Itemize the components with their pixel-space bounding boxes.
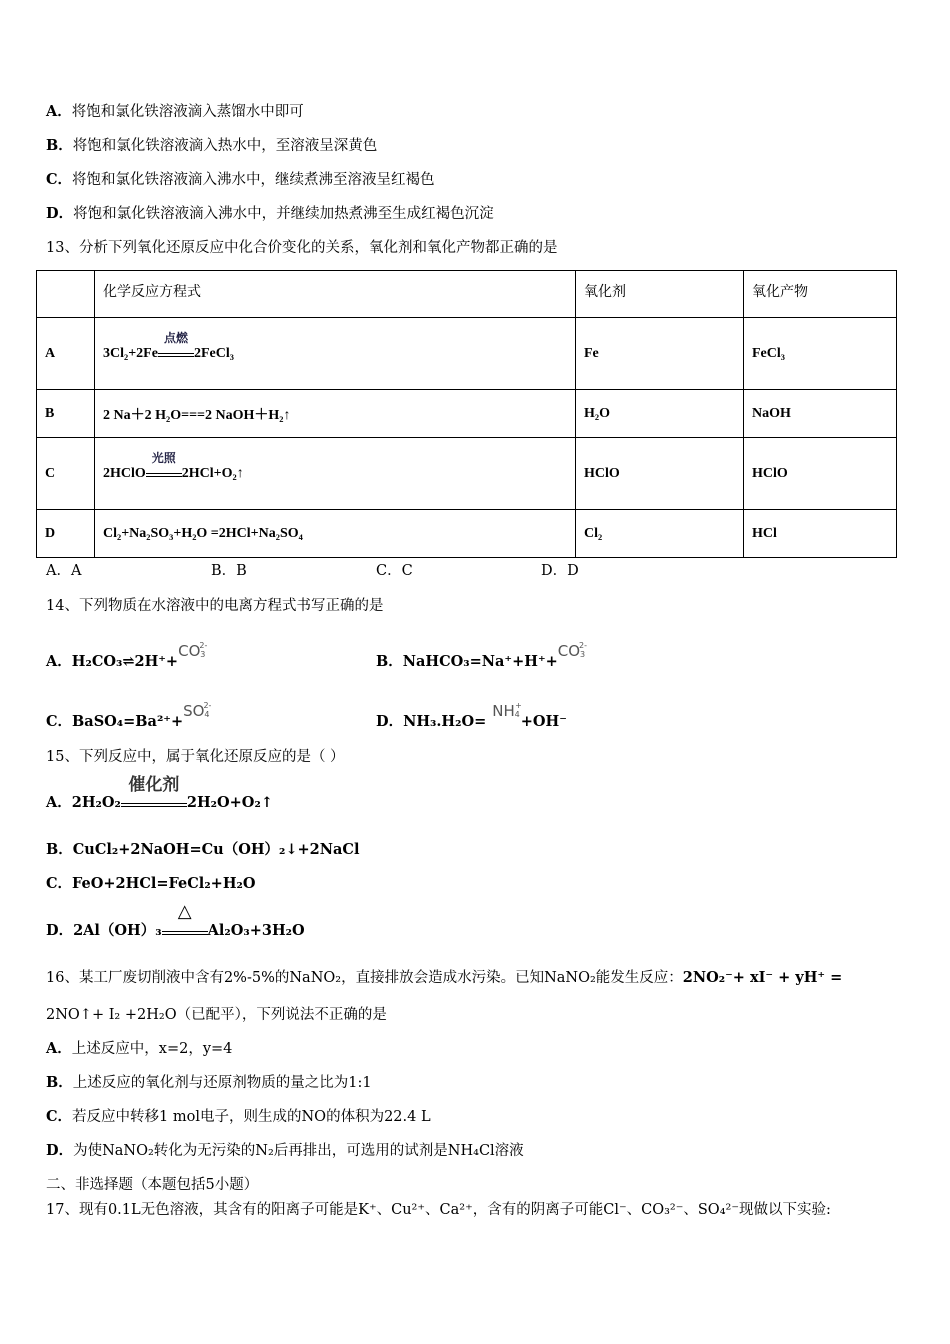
ion-formula: SO 2- 4 <box>183 701 212 720</box>
table-row <box>37 438 897 510</box>
row-label: D <box>37 510 95 558</box>
table-header-row <box>37 271 897 318</box>
q17-stem: 17、现有0.1L无色溶液，其含有的阳离子可能是K⁺、Cu²⁺、Ca²⁺，含有的阴离子可能Cl⁻、CO₃²⁻、SO₄²⁻现做以下实验: <box>46 1202 831 1218</box>
heat-triangle-icon: △ <box>177 901 192 922</box>
q16-stem-line1: 16、某工厂废切削液中含有2%-5%的NaNO₂，直接排放会造成水污染。已知NaNO₂能发生反应：2NO₂⁻+ xI⁻ + yH⁺ = <box>46 969 843 986</box>
row-equation: 2 Na＋2 H₂O===2 NaOH＋H₂↑ <box>95 390 576 438</box>
row-label: C <box>37 438 95 510</box>
table-row <box>37 510 897 558</box>
q15-option-c: C．FeO+2HCl=FeCl₂+H₂O <box>46 875 256 892</box>
row-equation: 3Cl₂+2Fe 点燃 2FeCl₃ <box>95 318 576 390</box>
row-label: B <box>37 390 95 438</box>
header-equation: 化学反应方程式 <box>95 271 576 318</box>
q14-option-c: C．BaSO₄=Ba²⁺+SO 2- 4 <box>46 701 212 730</box>
table-row <box>37 318 897 390</box>
row-equation: 2HClO 光照 2HCl+O₂↑ <box>95 438 576 510</box>
row-oxidant: Cl₂ <box>576 510 744 558</box>
q16-option-b: B．上述反应的氧化剂与还原剂物质的量之比为1:1 <box>46 1074 372 1091</box>
q13-stem: 13、分析下列氧化还原反应中化合价变化的关系，氧化剂和氧化产物都正确的是 <box>46 240 558 256</box>
row-oxidant: HClO <box>576 438 744 510</box>
q12-option-c: C．将饱和氯化铁溶液滴入沸水中，继续煮沸至溶液呈红褐色 <box>46 171 435 188</box>
row-equation: Cl₂+Na₂SO₃+H₂O =2HCl+Na₂SO₄ <box>95 510 576 558</box>
row-oxidant: Fe <box>576 318 744 390</box>
ion-formula: CO 2- 3 <box>557 641 588 660</box>
row-product: NaOH <box>744 390 897 438</box>
q15-option-d: D．2Al（OH）₃ △ Al₂O₃+3H₂O <box>46 901 305 939</box>
q16-stem-line2: 2NO↑+ I₂ +2H₂O（已配平），下列说法不正确的是 <box>46 1007 387 1023</box>
q16-option-c: C．若反应中转移1 mol电子，则生成的NO的体积为22.4 L <box>46 1108 431 1125</box>
q16-option-a: A．上述反应中，x=2，y=4 <box>46 1040 233 1057</box>
row-oxidant: H₂O <box>576 390 744 438</box>
q14-option-d: D．NH₃.H₂O=NH + 4 +OH⁻ <box>376 701 567 730</box>
row-label: A <box>37 318 95 390</box>
q14-option-a: A．H₂CO₃⇌2H⁺+CO 2- 3 <box>46 641 208 670</box>
q13-answer-d: D．D <box>541 563 579 579</box>
row-product: HCl <box>744 510 897 558</box>
q13-table <box>36 270 897 558</box>
q12-option-a: A．将饱和氯化铁溶液滴入蒸馏水中即可 <box>46 103 304 120</box>
row-product: HClO <box>744 438 897 510</box>
q14-stem: 14、下列物质在水溶液中的电离方程式书写正确的是 <box>46 598 384 614</box>
header-product: 氧化产物 <box>744 271 897 318</box>
q16-option-d: D．为使NaNO₂转化为无污染的N₂后再排出，可选用的试剂是NH₄Cl溶液 <box>46 1142 524 1159</box>
q15-stem: 15、下列反应中，属于氧化还原反应的是（ ） <box>46 749 345 765</box>
q14-option-b: B．NaHCO₃=Na⁺+H⁺+CO 2- 3 <box>376 641 588 670</box>
ion-formula: NH + 4 <box>492 701 522 720</box>
q12-option-b: B．将饱和氯化铁溶液滴入热水中，至溶液呈深黄色 <box>46 137 378 154</box>
section-heading: 二、非选择题（本题包括5小题） <box>46 1177 259 1193</box>
q12-option-d: D．将饱和氯化铁溶液滴入沸水中，并继续加热煮沸至生成红褐色沉淀 <box>46 205 494 222</box>
q13-answer-b: B．B <box>211 563 247 579</box>
q15-option-b: B．CuCl₂+2NaOH=Cu（OH）₂↓+2NaCl <box>46 841 360 858</box>
ion-formula: CO 2- 3 <box>178 641 208 660</box>
q13-answer-a: A．A <box>46 563 82 579</box>
row-product: FeCl₃ <box>744 318 897 390</box>
q13-answer-c: C．C <box>376 563 413 579</box>
table-row <box>37 390 897 438</box>
header-oxidant: 氧化剂 <box>576 271 744 318</box>
q15-option-a: A．2H₂O₂ 催化剂 2H₂O+O₂↑ <box>46 775 273 811</box>
